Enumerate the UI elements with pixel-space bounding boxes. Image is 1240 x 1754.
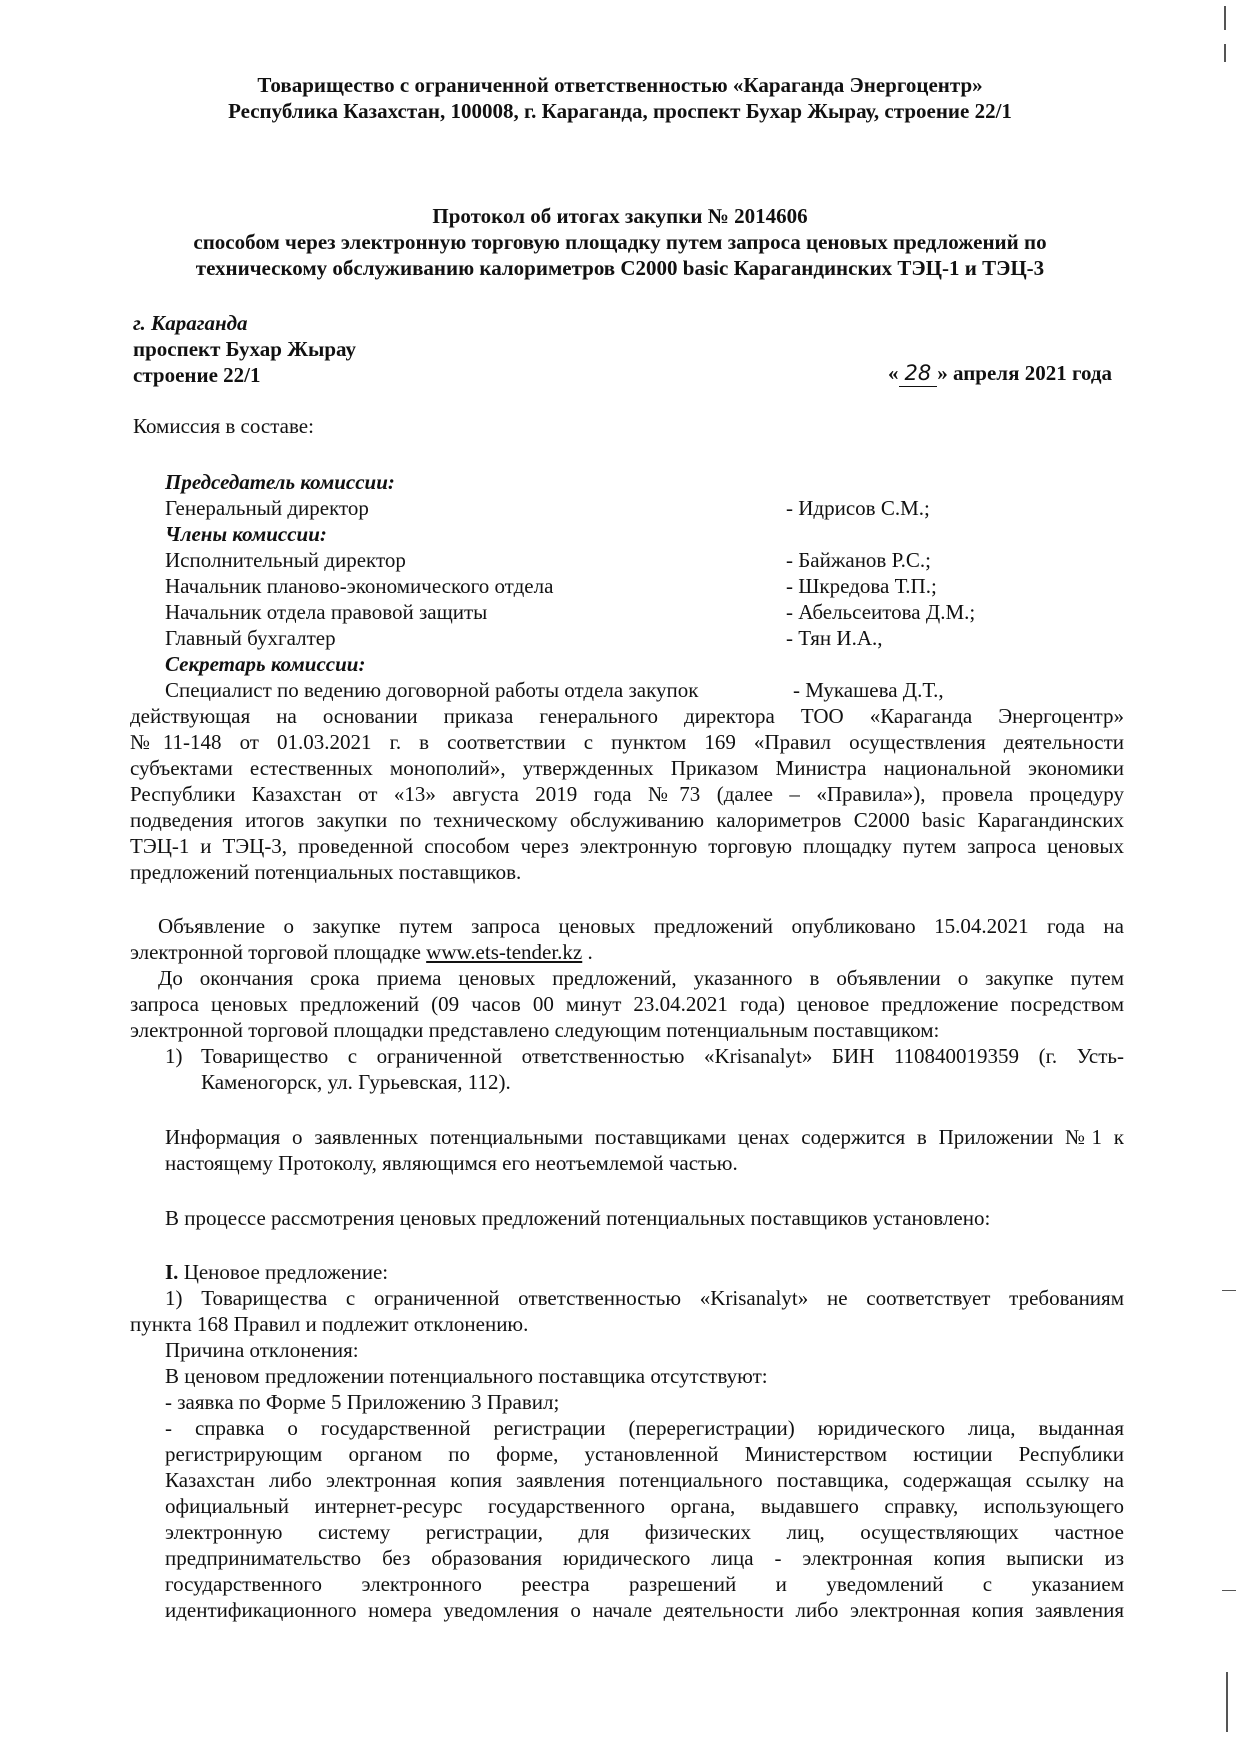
- place-street: проспект Бухар Жырау: [133, 337, 356, 361]
- protocol-date: [888, 360, 1112, 387]
- place-city: г. Караганда: [133, 311, 248, 335]
- secretary-heading: Секретарь комиссии:: [165, 652, 366, 676]
- members-heading: Члены комиссии:: [165, 522, 327, 546]
- section-heading: [165, 1259, 388, 1285]
- scan-edge-mark: [1222, 1590, 1236, 1591]
- rejection-line: 1) Товарищества с ограниченной ответственностью «Krisanalyt» не соответствует требованиям: [165, 1286, 1124, 1310]
- org-name: Товарищество с ограниченной ответственностью «Караганда Энергоцентр»: [257, 73, 983, 97]
- para1-line: подведения итогов закупки по техническому обслуживанию калориметров С2000 basic Карагандинских: [130, 808, 1124, 832]
- protocol-subtitle-1: способом через электронную торговую площадку путем запроса ценовых предложений по: [193, 230, 1047, 254]
- missing-item-line: электронную систему регистрации, для физических лиц, осуществляющих частное: [165, 1520, 1124, 1544]
- para1-line: действующая на основании приказа генерального директора ТОО «Караганда Энергоцентр»: [130, 704, 1124, 728]
- missing-item-line: Казахстан либо электронная копия заявления потенциального поставщика, содержащая ссылку на: [165, 1468, 1124, 1492]
- missing-item-line: - справка о государственной регистрации (перерегистрации) юридического лица, выданная: [165, 1416, 1124, 1440]
- chair-heading: Председатель комиссии:: [165, 470, 395, 494]
- scan-edge-mark: [1224, 44, 1226, 62]
- protocol-title: Протокол об итогах закупки № 2014606: [432, 204, 808, 228]
- member-name: - Тян И.А.,: [786, 626, 883, 650]
- para1-line: ТЭЦ-1 и ТЭЦ-3, проведенной способом через электронную торговую площадку путем запроса ценовых: [130, 834, 1124, 858]
- para1-line: Республики Казахстан от «13» августа 2019 года №73 (далее – «Правила»), провела процедуру: [130, 782, 1124, 806]
- missing-item: - заявка по Форме 5 Приложению 3 Правил;: [165, 1390, 560, 1414]
- review-line: В процессе рассмотрения ценовых предложений потенциальных поставщиков установлено:: [165, 1206, 991, 1230]
- protocol-subtitle-2: техническому обслуживанию калориметров С2000 basic Карагандинских ТЭЦ-1 и ТЭЦ-3: [195, 256, 1045, 280]
- member-role: Начальник планово-экономического отдела: [165, 574, 554, 598]
- info-line: Информация о заявленных потенциальными поставщиками ценах содержится в Приложении №1 к: [165, 1125, 1124, 1149]
- para1-line: №11-148 от 01.03.2021 г. в соответствии с пунктом 169 «Правил осуществления деятельности: [130, 730, 1124, 754]
- rejection-line: пункта 168 Правил и подлежит отклонению.: [130, 1312, 529, 1336]
- date-open-quote: «: [888, 361, 899, 385]
- supplier-line: Товарищество с ограниченной ответственностью «Krisanalyt» БИН 110840019359 (г. Усть-: [201, 1044, 1124, 1068]
- member-name: - Шкредова Т.П.;: [786, 574, 937, 598]
- date-close-quote: »: [937, 361, 948, 385]
- deadline-line: запроса ценовых предложений (09 часов 00 минут 23.04.2021 года) ценовое предложение посредством: [130, 992, 1124, 1016]
- member-role: Исполнительный директор: [165, 548, 406, 572]
- supplier-number: 1): [165, 1044, 183, 1068]
- announcement-line: Объявление о закупке путем запроса ценовых предложений опубликовано 15.04.2021 года на: [158, 914, 1124, 938]
- missing-item-line: официальный интернет-ресурс государственного органа, выдавшего справку, использующего: [165, 1494, 1124, 1518]
- missing-item-line: государственного электронного реестра разрешений и уведомлений с указанием: [165, 1572, 1124, 1596]
- secretary-name: - Мукашева Д.Т.,: [793, 678, 944, 702]
- chair-role: Генеральный директор: [165, 496, 369, 520]
- ets-tender-link[interactable]: www.ets-tender.kz: [426, 940, 583, 964]
- missing-item-line: предпринимательство без образования юридического лица - электронная копия выписки из: [165, 1546, 1124, 1570]
- para1-line: субъектами естественных монополий», утвержденных Приказом Министра национальной экономики: [130, 756, 1124, 780]
- scan-edge-mark: [1222, 1290, 1236, 1291]
- secretary-role: Специалист по ведению договорной работы отдела закупок: [165, 678, 699, 702]
- place-building: строение 22/1: [133, 363, 261, 387]
- date-rest: апреля 2021 года: [952, 361, 1112, 385]
- supplier-line: Каменогорск, ул. Гурьевская, 112).: [201, 1070, 511, 1094]
- section-numeral: I.: [165, 1260, 179, 1284]
- announcement-line2: [130, 939, 593, 965]
- section-title: Ценовое предложение:: [183, 1260, 389, 1284]
- missing-intro: В ценовом предложении потенциального поставщика отсутствуют:: [165, 1364, 768, 1388]
- member-name: - Абельсеитова Д.М.;: [786, 600, 976, 624]
- info-last-line: настоящему Протоколу, являющимся его неотъемлемой частью.: [165, 1151, 738, 1175]
- org-address: Республика Казахстан, 100008, г. Караганда, проспект Бухар Жырау, строение 22/1: [228, 99, 1012, 123]
- missing-item-line: идентификационного номера уведомления о начале деятельности либо электронная копия заявления: [165, 1598, 1124, 1622]
- announcement-prefix: электронной торговой площадке: [130, 940, 427, 964]
- chair-name: - Идрисов С.М.;: [786, 496, 930, 520]
- para1-last-line: предложений потенциальных поставщиков.: [130, 860, 522, 884]
- member-role: Главный бухгалтер: [165, 626, 336, 650]
- deadline-line: электронной торговой площадки представлено следующим потенциальным поставщиком:: [130, 1018, 940, 1042]
- commission-intro: Комиссия в составе:: [133, 414, 314, 438]
- reason-heading: Причина отклонения:: [165, 1338, 359, 1362]
- scan-edge-mark: [1224, 6, 1226, 30]
- deadline-line: До окончания срока приема ценовых предложений, указанного в объявлении о закупке путем: [158, 966, 1124, 990]
- scan-edge-mark: [1226, 1672, 1228, 1732]
- announcement-suffix: .: [582, 940, 593, 964]
- member-name: - Байжанов Р.С.;: [786, 548, 931, 572]
- missing-item-line: регистрирующим органом по форме, установленной Министерством юстиции Республики: [165, 1442, 1124, 1466]
- member-role: Начальник отдела правовой защиты: [165, 600, 488, 624]
- date-day: 28: [899, 360, 938, 387]
